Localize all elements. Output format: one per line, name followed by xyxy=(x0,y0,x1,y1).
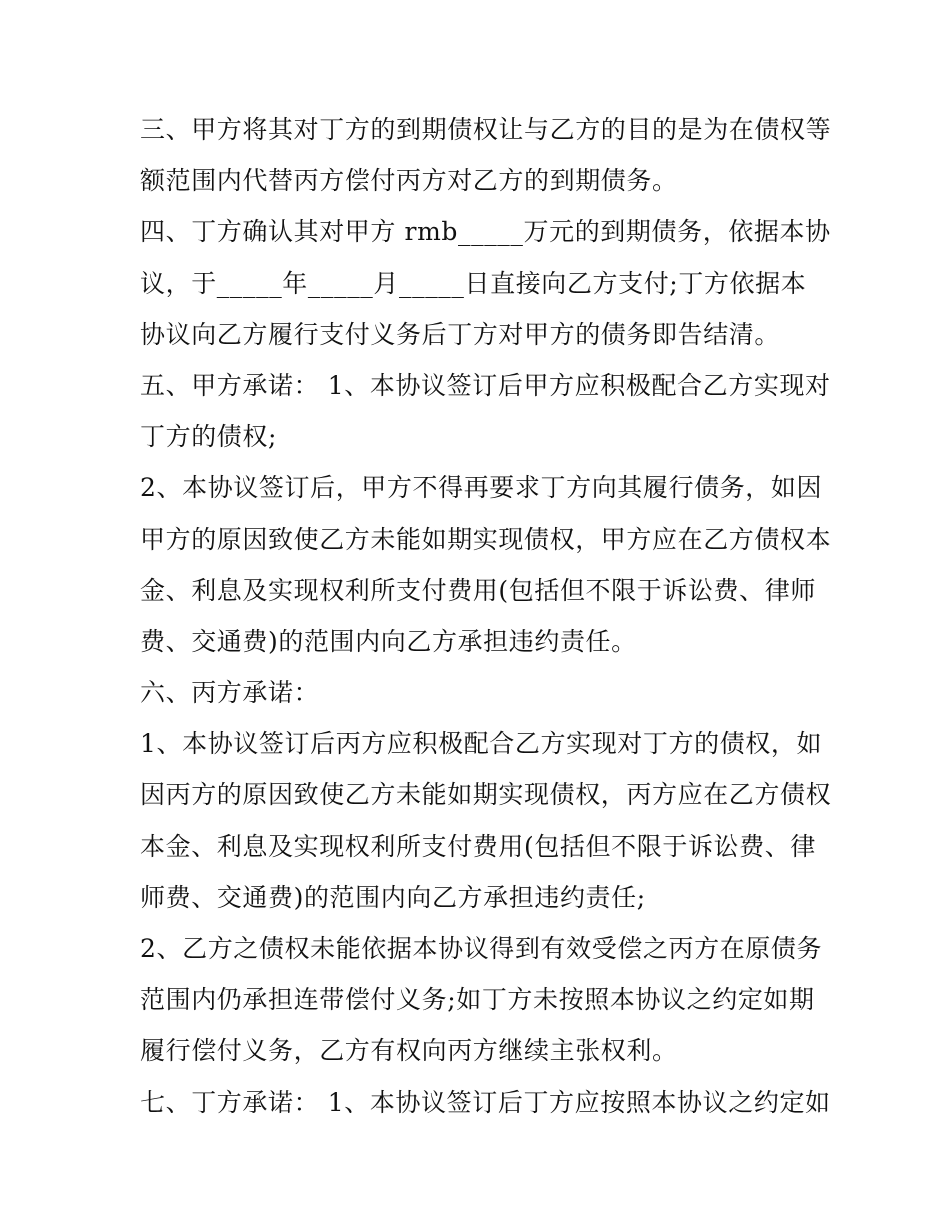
text-line: 六、丙方承诺： xyxy=(140,678,320,708)
text-line: 四、丁方确认其对甲方 rmb_____万元的到期债务，依据本协 xyxy=(140,217,831,247)
text-line: 2、乙方之债权未能依据本协议得到有效受偿之丙方在原债务 xyxy=(140,934,823,963)
text-line: 协议向乙方履行支付义务后丁方对甲方的债务即告结清。 xyxy=(140,319,781,349)
text-line: 师费、交通费)的范围内向乙方承担违约责任; xyxy=(140,882,646,912)
text-line: 履行偿付义务，乙方有权向丙方继续主张权利。 xyxy=(140,1036,678,1066)
text-line: 额范围内代替丙方偿付丙方对乙方的到期债务。 xyxy=(140,166,678,196)
text-line: 范围内仍承担连带偿付义务;如丁方未按照本协议之约定如期 xyxy=(140,985,815,1015)
text-line: 三、甲方将其对丁方的到期债权让与乙方的目的是为在债权等 xyxy=(140,115,832,144)
text-line: 本金、利息及实现权利所支付费用(包括但不限于诉讼费、律 xyxy=(140,831,816,861)
document-body xyxy=(140,104,832,1128)
text-line: 五、甲方承诺： 1、本协议签订后甲方应积极配合乙方实现对 xyxy=(140,370,831,400)
text-line: 金、利息及实现权利所支付费用(包括但不限于诉讼费、律师 xyxy=(140,575,816,605)
text-line: 甲方的原因致使乙方未能如期实现债权，甲方应在乙方债权本 xyxy=(140,524,832,554)
text-line: 1、本协议签订后丙方应积极配合乙方实现对丁方的债权，如 xyxy=(140,729,823,759)
text-line: 丁方的债权; xyxy=(140,422,278,452)
text-line: 议，于_____年_____月_____日直接向乙方支付;丁方依据本 xyxy=(140,268,807,298)
text-line: 费、交通费)的范围内向乙方承担违约责任。 xyxy=(140,626,637,656)
text-line: 2、本协议签订后，甲方不得再要求丁方向其履行债务，如因 xyxy=(140,473,823,503)
text-line: 七、丁方承诺： 1、本协议签订后丁方应按照本协议之约定如 xyxy=(140,1087,831,1117)
text-line: 因丙方的原因致使乙方未能如期实现债权，丙方应在乙方债权 xyxy=(140,780,832,810)
